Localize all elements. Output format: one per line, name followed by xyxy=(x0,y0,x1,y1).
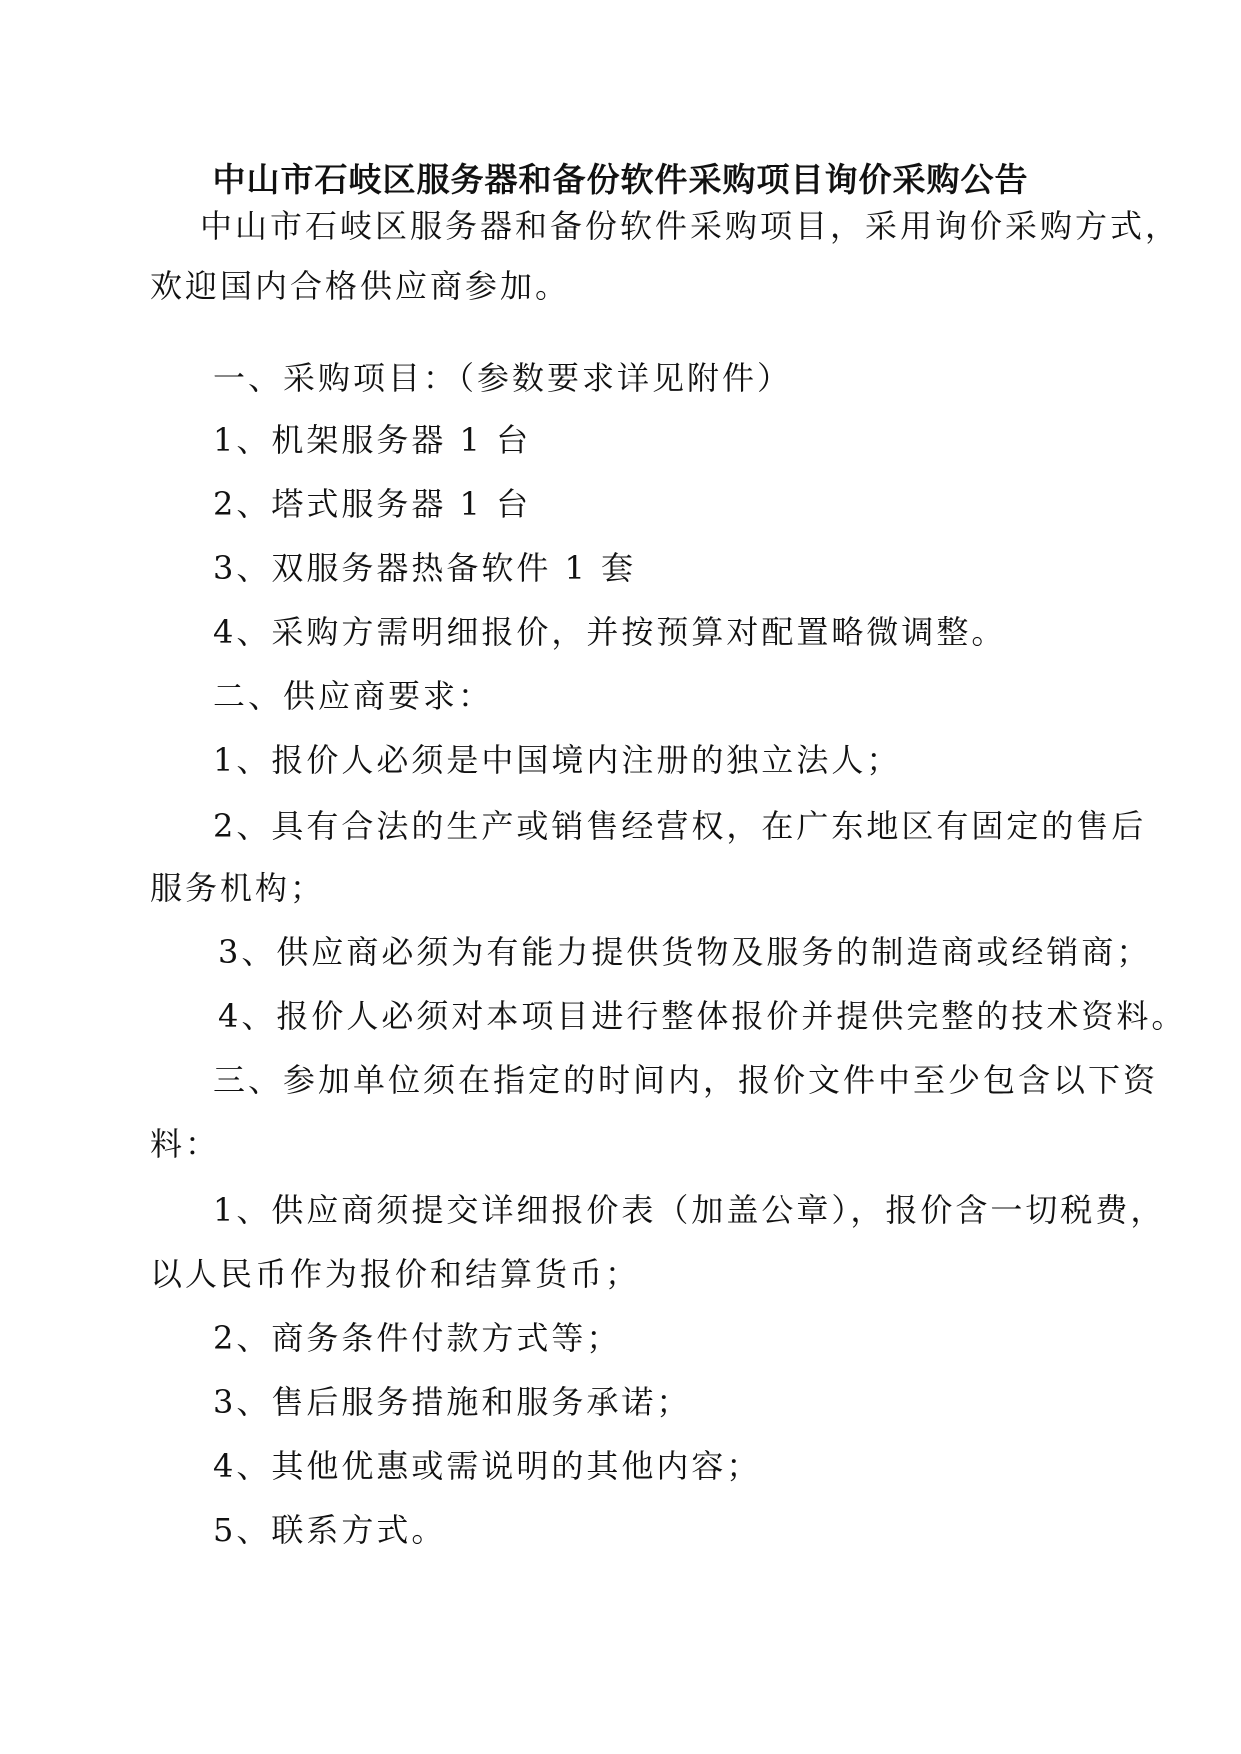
section3-item-4: 4、其他优惠或需说明的其他内容； xyxy=(213,1447,762,1485)
section1-item-2: 2、塔式服务器 1 台 xyxy=(213,485,532,523)
section3-item-5: 5、联系方式。 xyxy=(213,1511,447,1549)
section1-item-1: 1、机架服务器 1 台 xyxy=(213,421,532,459)
section2-item-2-line-1: 2、具有合法的生产或销售经营权，在广东地区有固定的售后 xyxy=(213,807,1147,845)
section1-item-3: 3、双服务器热备软件 1 套 xyxy=(213,549,637,587)
document-title: 中山市石岐区服务器和备份软件采购项目询价采购公告 xyxy=(212,160,1029,199)
section3-item-1-line-1: 1、供应商须提交详细报价表（加盖公章），报价含一切税费， xyxy=(213,1191,1166,1229)
section1-item-4: 4、采购方需明细报价，并按预算对配置略微调整。 xyxy=(213,613,1007,651)
section3-item-2: 2、商务条件付款方式等； xyxy=(213,1319,622,1357)
section3-heading-line-1: 三、参加单位须在指定的时间内，报价文件中至少包含以下资 xyxy=(213,1061,1159,1099)
section3-item-1-line-2: 以人民币作为报价和结算货币； xyxy=(150,1255,641,1293)
section2-item-3: 3、供应商必须为有能力提供货物及服务的制造商或经销商； xyxy=(218,933,1152,971)
section2-heading: 二、供应商要求： xyxy=(213,677,494,715)
intro-line-2: 欢迎国内合格供应商参加。 xyxy=(150,267,571,305)
section3-heading-line-2: 料： xyxy=(150,1125,221,1163)
section2-item-4: 4、报价人必须对本项目进行整体报价并提供完整的技术资料。 xyxy=(218,997,1187,1035)
section1-heading: 一、采购项目：（参数要求详见附件） xyxy=(213,359,793,397)
intro-line-1: 中山市石岐区服务器和备份软件采购项目，采用询价采购方式， xyxy=(200,207,1181,245)
section2-item-2-line-2: 服务机构； xyxy=(150,869,326,907)
section2-item-1: 1、报价人必须是中国境内注册的独立法人； xyxy=(213,741,902,779)
section3-item-3: 3、售后服务措施和服务承诺； xyxy=(213,1383,692,1421)
